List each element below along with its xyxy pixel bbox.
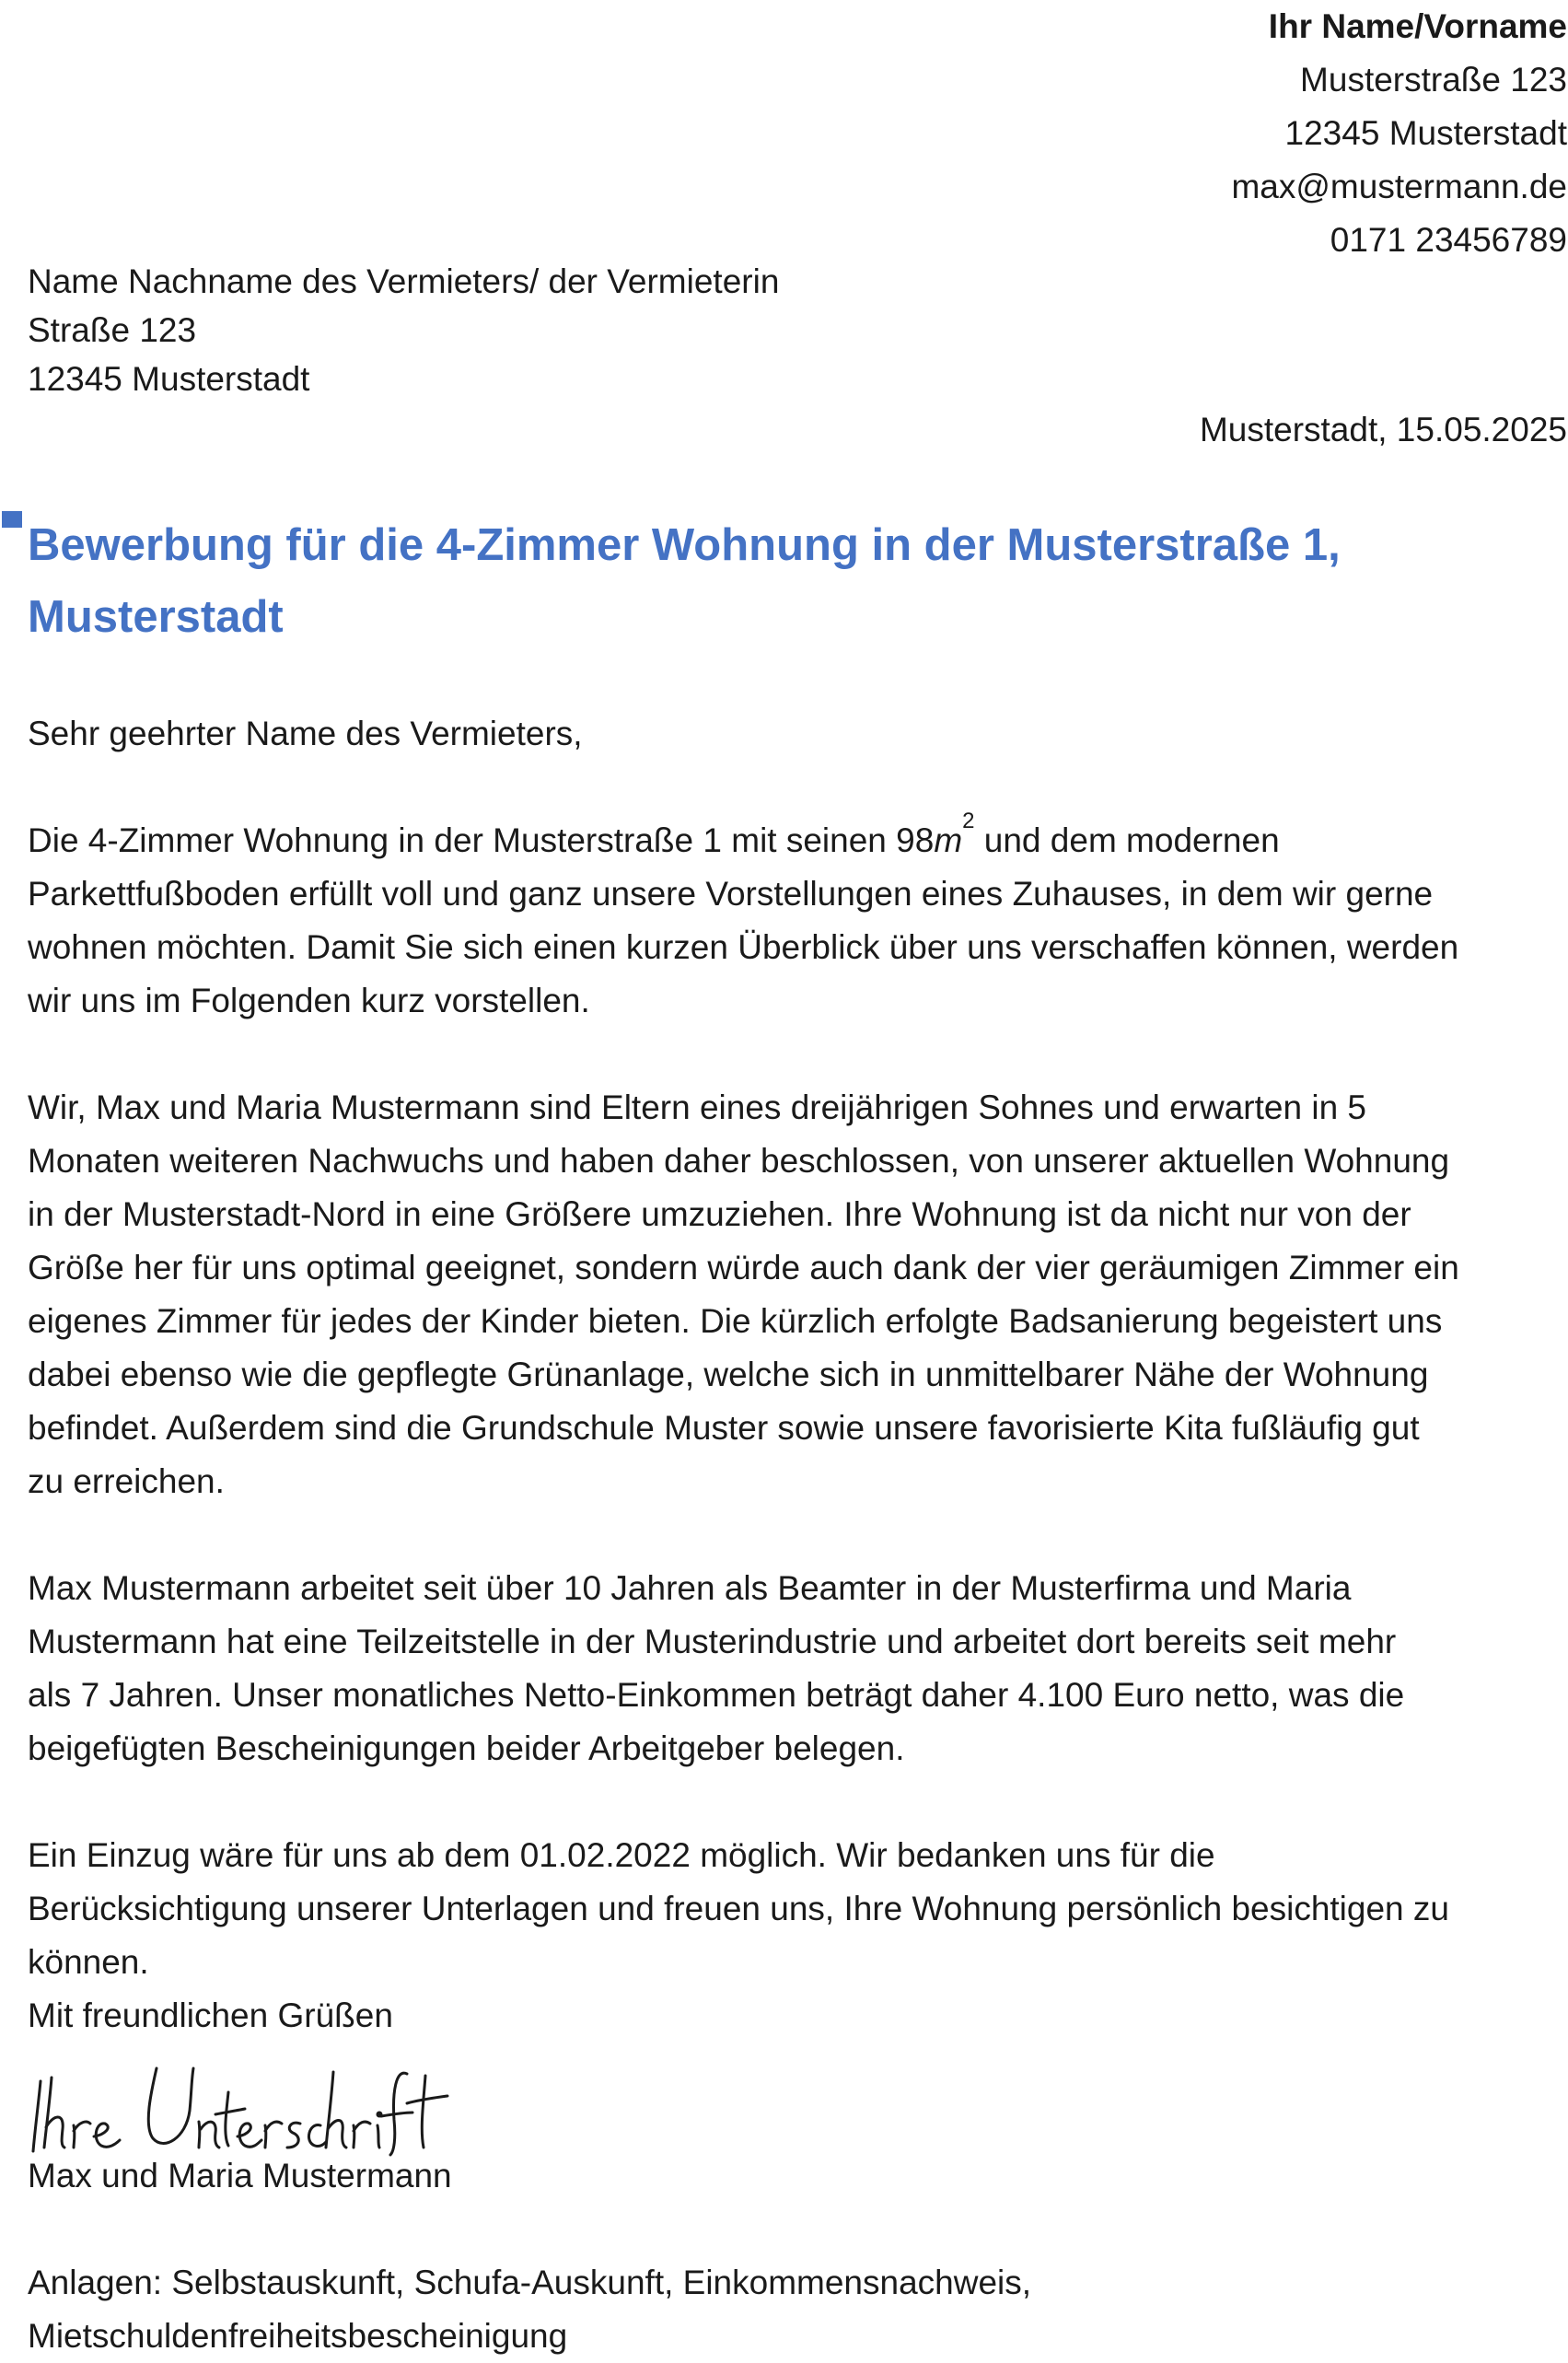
recipient-name: Name Nachname des Vermieters/ der Vermieterin bbox=[28, 262, 780, 300]
paragraph-line: Größe her für uns optimal geeignet, sondern würde auch dank der vier geräumigen Zimmer ein bbox=[28, 1249, 1459, 1286]
heading-marker bbox=[2, 511, 22, 528]
attachments-line-1: Anlagen: Selbstauskunft, Schufa-Auskunft, Einkommensnachweis, bbox=[28, 2264, 1032, 2301]
paragraph-line: Monaten weiteren Nachwuchs und haben daher beschlossen, von unserer aktuellen Wohnung bbox=[28, 1142, 1450, 1180]
subject-line-2: Musterstadt bbox=[28, 592, 284, 642]
closing: Mit freundlichen Grüßen bbox=[28, 1996, 393, 2034]
paragraph-1-text: Die 4-Zimmer Wohnung in der Musterstraße 1 mit seinen 98 bbox=[28, 821, 935, 859]
paragraph-1-line-3: wohnen möchten. Damit Sie sich einen kurzen Überblick über uns verschaffen können, werden bbox=[28, 928, 1459, 966]
paragraph-line: Wir, Max und Maria Mustermann sind Eltern eines dreijährigen Sohnes und erwarten in 5 bbox=[28, 1088, 1367, 1126]
signature-drawing bbox=[28, 2055, 451, 2157]
attachments-line-2: Mietschuldenfreiheitsbescheinigung bbox=[28, 2317, 568, 2355]
paragraph-4 bbox=[28, 1829, 1568, 1989]
paragraph-line: dabei ebenso wie die gepflegte Grünanlage, welche sich in unmittelbarer Nähe der Wohnung bbox=[28, 1356, 1429, 1393]
sender-city: 12345 Musterstadt bbox=[1284, 114, 1567, 152]
paragraph-2 bbox=[28, 1081, 1568, 1508]
attachments bbox=[28, 2256, 1501, 2363]
paragraph-1-text-after: und dem modernen bbox=[974, 821, 1280, 859]
letter-date: Musterstadt, 15.05.2025 bbox=[1199, 411, 1567, 448]
sender-name: Ihr Name/Vorname bbox=[1268, 7, 1567, 45]
letter-body bbox=[28, 707, 1568, 2043]
subject-line-1: Bewerbung für die 4-Zimmer Wohnung in der Musterstraße 1, bbox=[28, 520, 1341, 570]
paragraph-line: als 7 Jahren. Unser monatliches Netto-Einkommen beträgt daher 4.100 Euro netto, was die bbox=[28, 1676, 1405, 1714]
sender-block bbox=[738, 0, 1567, 267]
paragraph-line: befindet. Außerdem sind die Grundschule Muster sowie unsere favorisierte Kita fußläufig gut bbox=[28, 1409, 1420, 1447]
paragraph-3 bbox=[28, 1562, 1568, 1775]
recipient-city: 12345 Musterstadt bbox=[28, 360, 310, 398]
recipient-street: Straße 123 bbox=[28, 311, 197, 349]
paragraph-line: eigenes Zimmer für jedes der Kinder bieten. Die kürzlich erfolgte Badsanierung begeistert uns bbox=[28, 1302, 1443, 1340]
recipient-block bbox=[28, 257, 948, 403]
sender-street: Musterstraße 123 bbox=[1300, 61, 1567, 99]
sender-phone: 0171 23456789 bbox=[1330, 221, 1567, 259]
handwritten-signature bbox=[28, 2055, 451, 2157]
subject-heading bbox=[28, 509, 1501, 653]
paragraph-line: in der Musterstadt-Nord in eine Größere umzuziehen. Ihre Wohnung ist da nicht nur von der bbox=[28, 1195, 1411, 1233]
area-unit: m bbox=[934, 821, 963, 859]
paragraph-line: Berücksichtigung unserer Unterlagen und freuen uns, Ihre Wohnung persönlich besichtigen zu bbox=[28, 1890, 1449, 1927]
paragraph-1-line-2: Parkettfußboden erfüllt voll und ganz unsere Vorstellungen eines Zuhauses, in dem wir gerne bbox=[28, 875, 1434, 913]
paragraph-line: Mustermann hat eine Teilzeitstelle in der Musterindustrie und arbeitet dort bereits seit mehr bbox=[28, 1623, 1397, 1660]
salutation: Sehr geehrter Name des Vermieters, bbox=[28, 715, 583, 752]
signer-name: Max und Maria Mustermann bbox=[28, 2157, 452, 2194]
sender-email: max@mustermann.de bbox=[1231, 168, 1567, 205]
paragraph-1-line-4: wir uns im Folgenden kurz vorstellen. bbox=[28, 982, 590, 1019]
paragraph-1 bbox=[28, 809, 1568, 1028]
letter-page bbox=[28, 0, 1567, 2357]
paragraph-line: zu erreichen. bbox=[28, 1462, 225, 1500]
paragraph-line: beigefügten Bescheinigungen beider Arbeitgeber belegen. bbox=[28, 1729, 905, 1767]
paragraph-1-line-1 bbox=[28, 809, 1568, 867]
paragraph-line: können. bbox=[28, 1943, 149, 1981]
paragraph-line: Max Mustermann arbeitet seit über 10 Jahren als Beamter in der Musterfirma und Maria bbox=[28, 1569, 1352, 1607]
area-exponent: 2 bbox=[962, 809, 975, 833]
paragraph-line: Ein Einzug wäre für uns ab dem 01.02.2022 möglich. Wir bedanken uns für die bbox=[28, 1836, 1215, 1874]
